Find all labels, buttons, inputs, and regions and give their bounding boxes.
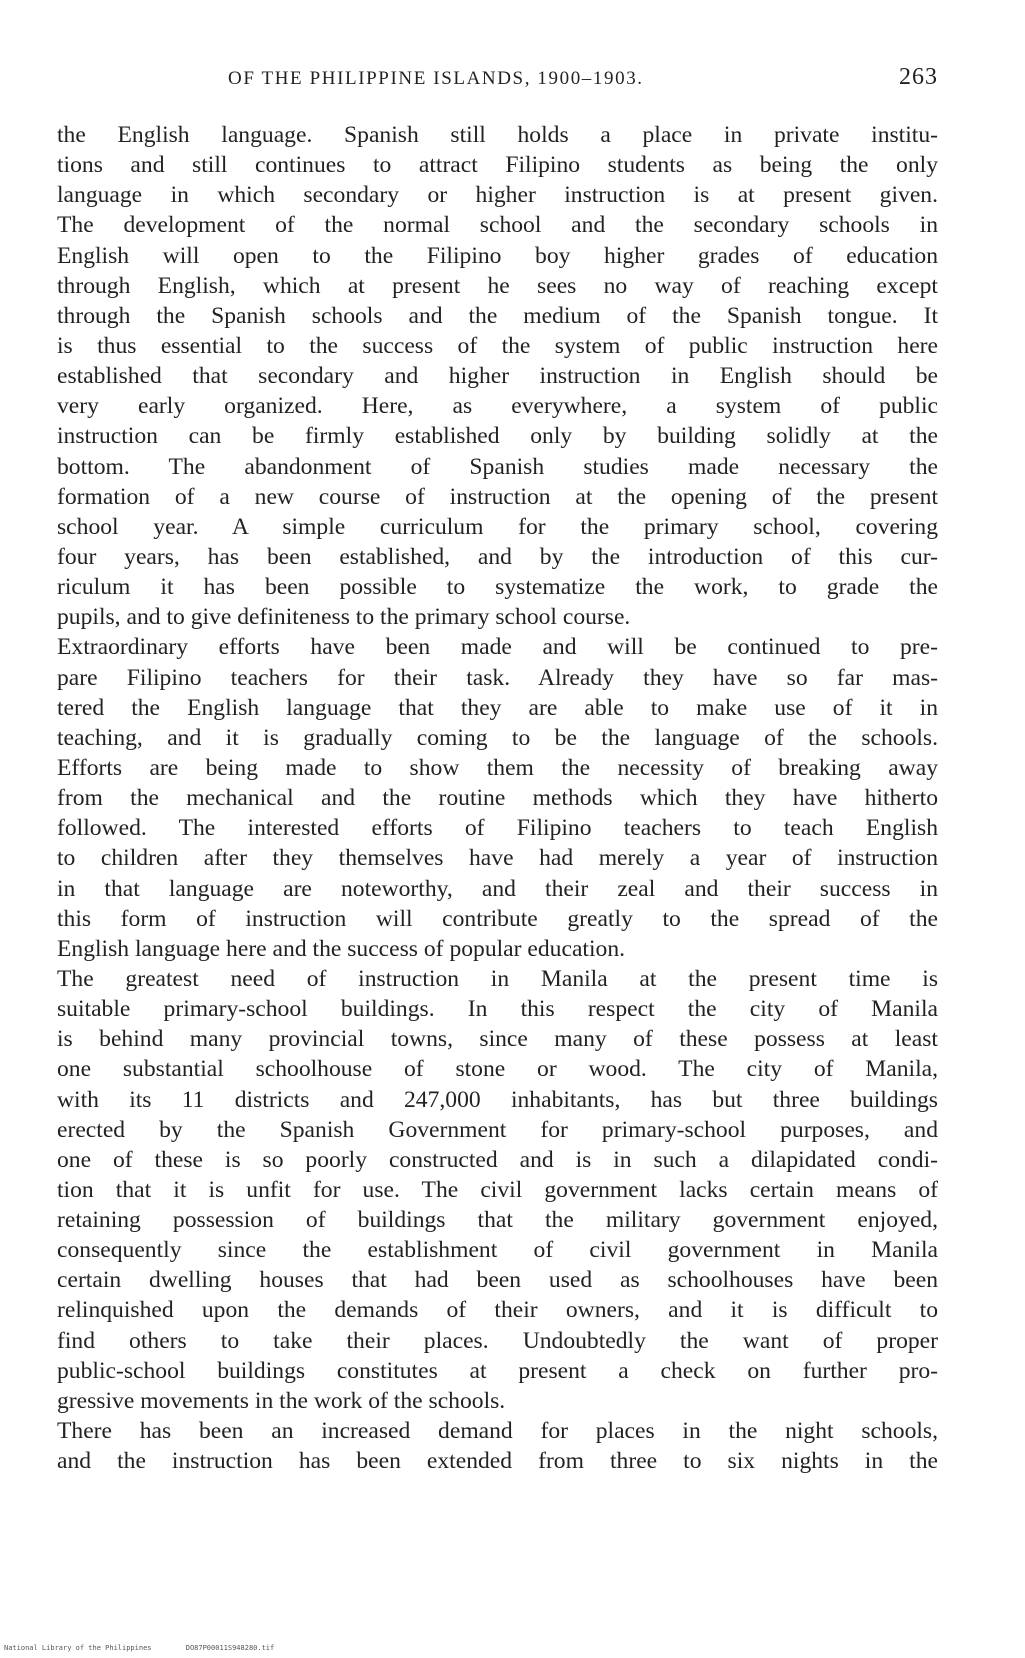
- page-number: 263: [899, 64, 938, 90]
- text-line: English will open to the Filipino boy higher grades of education: [57, 242, 938, 269]
- text-line: gressive movements in the work of the schools.: [57, 1387, 506, 1414]
- text-line: language in which secondary or higher instruction is at present given.: [57, 182, 938, 209]
- text-line: The greatest need of instruction in Manila at the present time is: [57, 965, 938, 992]
- text-line: school year. A simple curriculum for the primary school, covering: [57, 513, 938, 540]
- text-line: retaining possession of buildings that the military government enjoyed,: [57, 1207, 938, 1234]
- text-line: instruction can be firmly established only by building solidly at the: [57, 423, 938, 450]
- text-line: one substantial schoolhouse of stone or wood. The city of Manila,: [57, 1056, 938, 1083]
- text-line: to children after they themselves have had merely a year of instruction: [57, 845, 938, 872]
- text-line: consequently since the establishment of civil government in Manila: [57, 1237, 938, 1264]
- text-line: with its 11 districts and 247,000 inhabitants, has but three buildings: [57, 1086, 938, 1113]
- text-line: English language here and the success of popular education.: [57, 935, 626, 962]
- text-line: followed. The interested efforts of Filipino teachers to teach English: [57, 815, 938, 842]
- body-text: [57, 120, 938, 1476]
- text-line: through English, which at present he sees no way of reaching except: [57, 272, 938, 299]
- text-line: riculum it has been possible to systematize the work, to grade the: [57, 574, 938, 601]
- text-line: Efforts are being made to show them the necessity of breaking away: [57, 754, 938, 781]
- text-line: very early organized. Here, as everywhere, a system of public: [57, 393, 938, 420]
- scan-footer: [4, 1644, 274, 1652]
- text-line: in that language are noteworthy, and their zeal and their success in: [57, 875, 938, 902]
- text-line: and the instruction has been extended from three to six nights in the: [57, 1448, 938, 1475]
- text-line: The development of the normal school and the secondary schools in: [57, 212, 938, 239]
- text-line: this form of instruction will contribute greatly to the spread of the: [57, 905, 938, 932]
- running-head: [58, 64, 938, 98]
- text-line: pare Filipino teachers for their task. Already they have so far mas-: [57, 664, 938, 691]
- text-line: public-school buildings constitutes at present a check on further pro-: [57, 1357, 938, 1384]
- text-line: erected by the Spanish Government for primary-school purposes, and: [57, 1116, 938, 1143]
- text-line: established that secondary and higher instruction in English should be: [57, 363, 938, 390]
- text-line: from the mechanical and the routine methods which they have hitherto: [57, 785, 938, 812]
- footer-file-id: DO87P00011S948280.tif: [185, 1644, 275, 1652]
- text-line: four years, has been established, and by the introduction of this cur-: [57, 543, 938, 570]
- text-line: teaching, and it is gradually coming to be the language of the schools.: [57, 724, 938, 751]
- text-line: relinquished upon the demands of their owners, and it is difficult to: [57, 1297, 938, 1324]
- text-line: is thus essential to the success of the system of public instruction here: [57, 332, 938, 359]
- text-line: tion that it is unfit for use. The civil government lacks certain means of: [57, 1176, 938, 1203]
- text-line: tered the English language that they are able to make use of it in: [57, 694, 938, 721]
- text-line: tions and still continues to attract Filipino students as being the only: [57, 152, 938, 179]
- text-line: formation of a new course of instruction at the opening of the present: [57, 483, 938, 510]
- text-line: pupils, and to give definiteness to the primary school course.: [57, 604, 631, 631]
- text-line: is behind many provincial towns, since many of these possess at least: [57, 1026, 938, 1053]
- text-line: certain dwelling houses that had been used as schoolhouses have been: [57, 1267, 938, 1294]
- footer-library: National Library of the Philippines: [4, 1644, 152, 1652]
- text-line: bottom. The abandonment of Spanish studies made necessary the: [57, 453, 938, 480]
- text-line: the English language. Spanish still holds a place in private institu-: [57, 122, 938, 148]
- text-line: There has been an increased demand for places in the night schools,: [57, 1418, 938, 1445]
- text-line: through the Spanish schools and the medium of the Spanish tongue. It: [57, 302, 938, 329]
- text-line: find others to take their places. Undoubtedly the want of proper: [57, 1327, 938, 1354]
- running-title: OF THE PHILIPPINE ISLANDS, 1900–1903.: [228, 68, 644, 89]
- text-line: suitable primary-school buildings. In this respect the city of Manila: [57, 996, 938, 1023]
- text-line: one of these is so poorly constructed and is in such a dilapidated condi-: [57, 1146, 938, 1173]
- text-line: Extraordinary efforts have been made and will be continued to pre-: [57, 634, 938, 661]
